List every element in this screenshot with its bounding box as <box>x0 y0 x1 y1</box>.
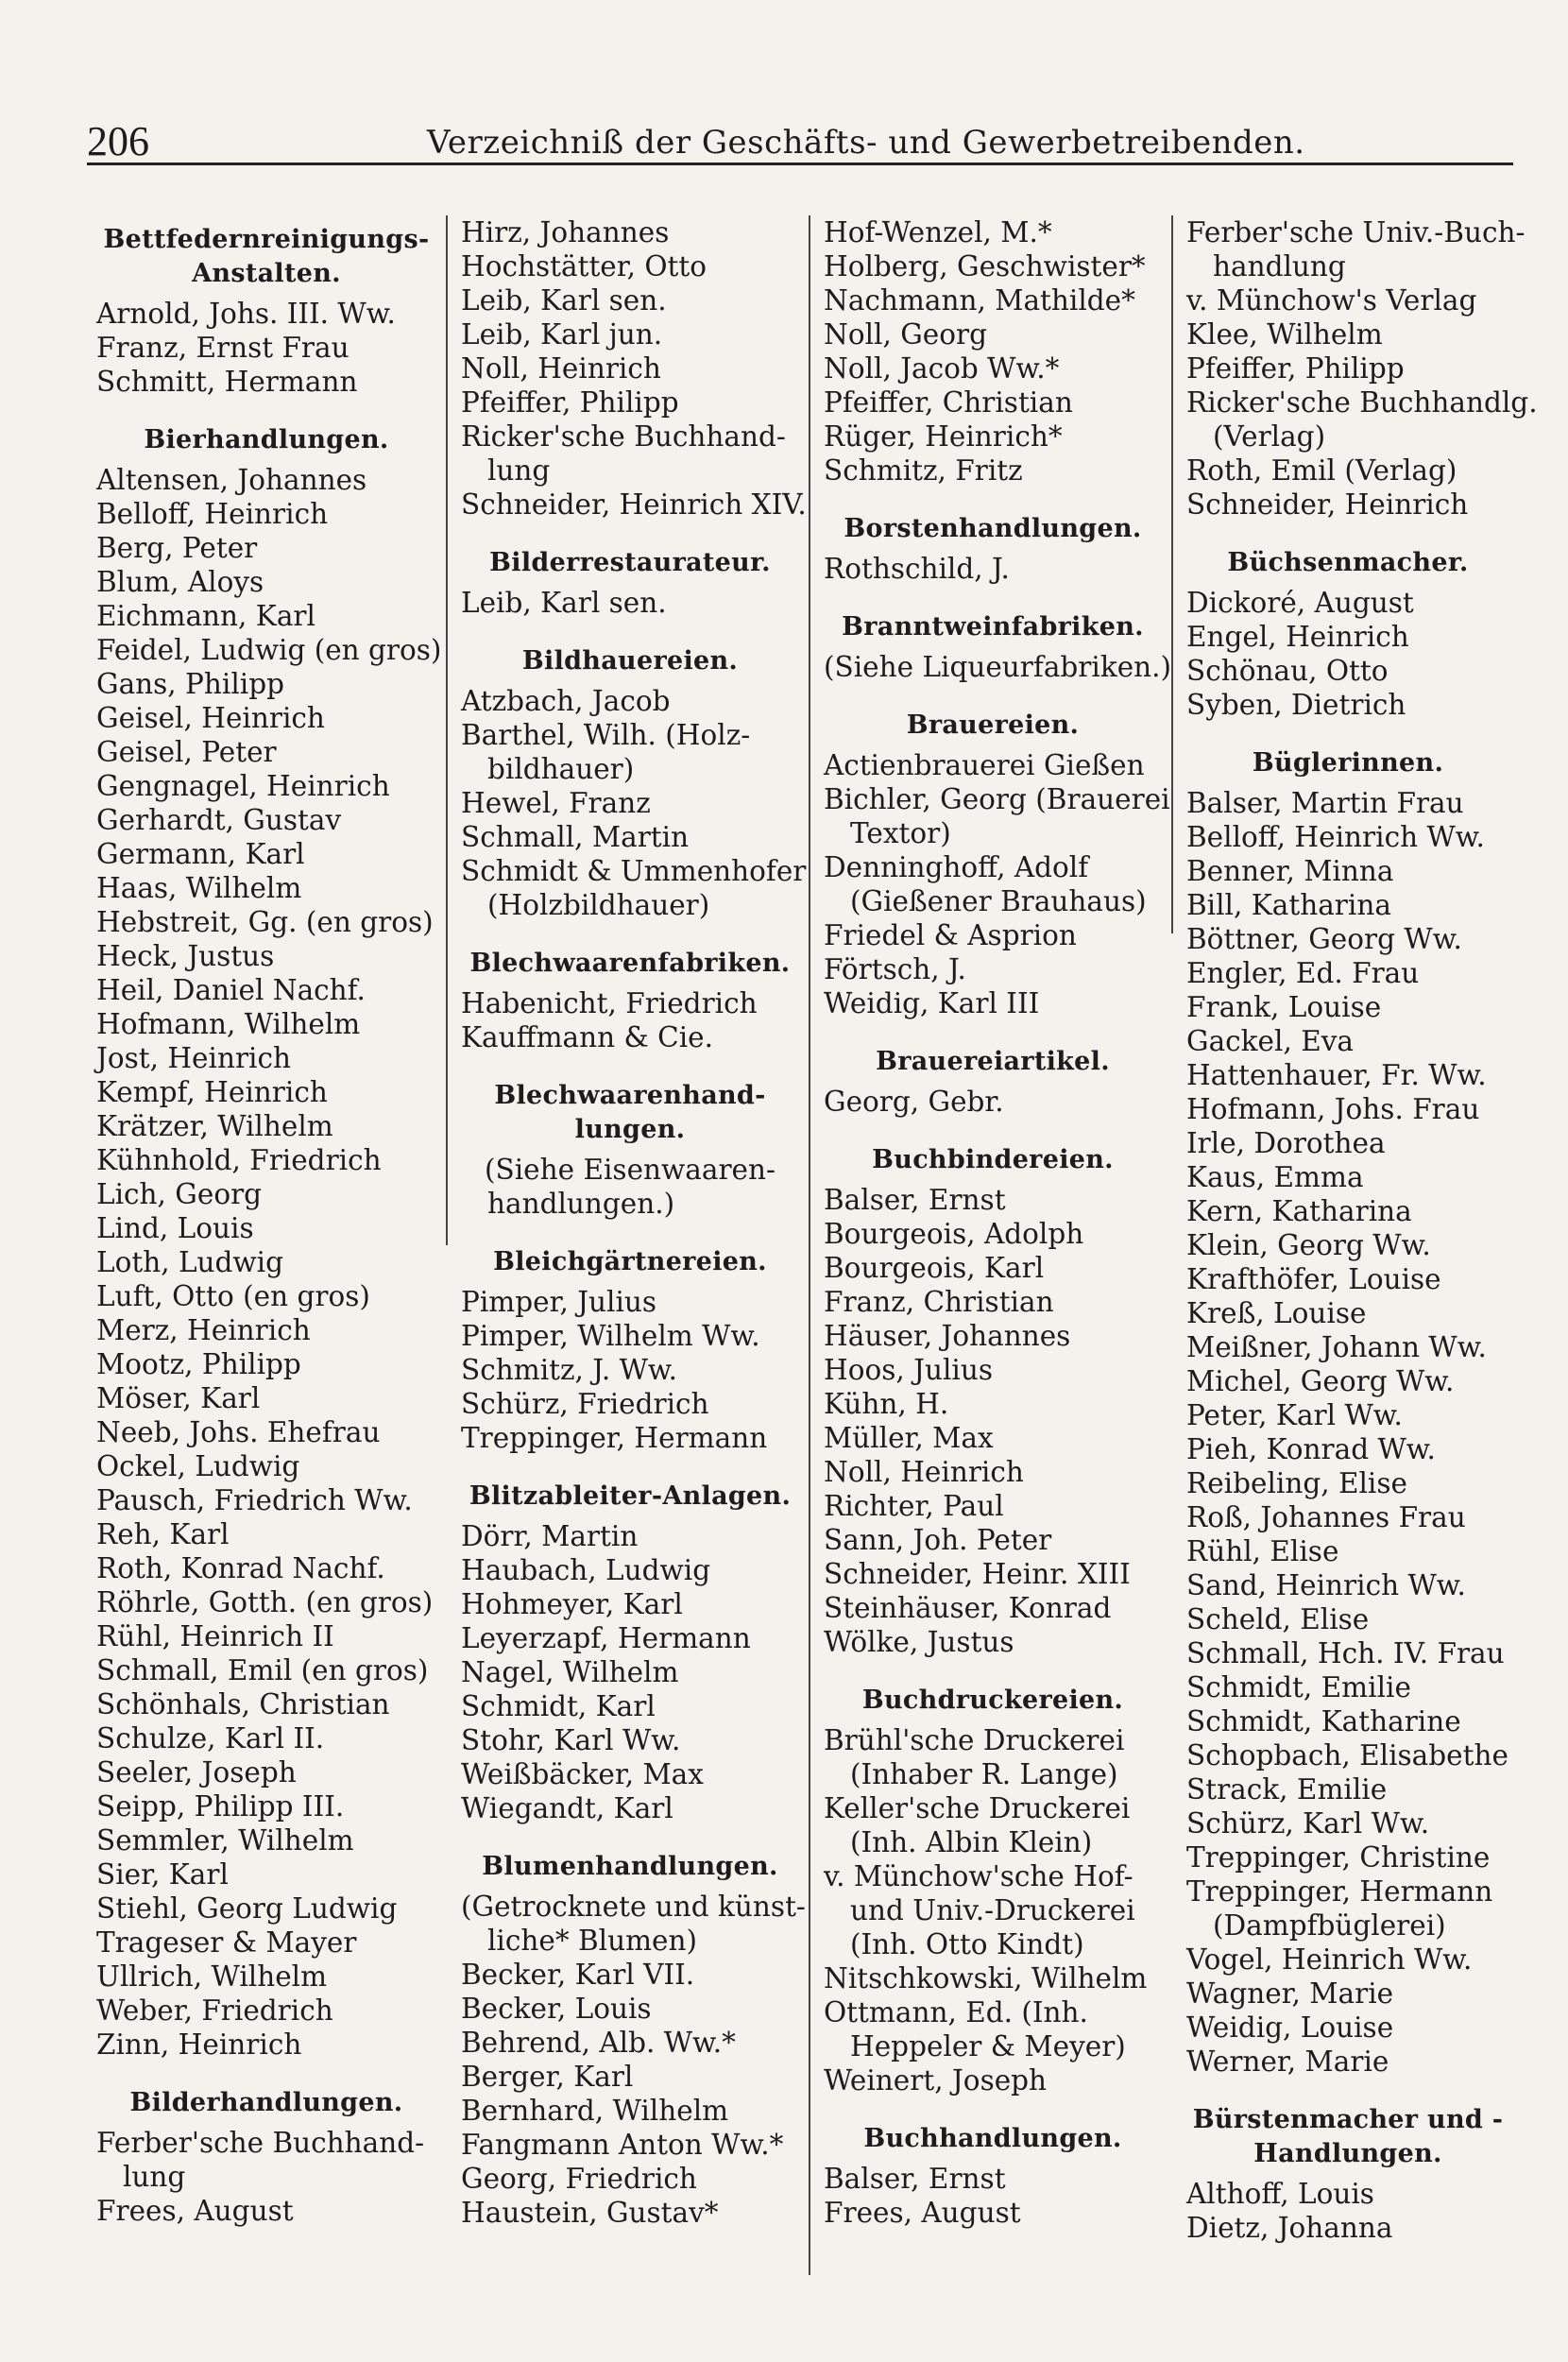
directory-entry: (Siehe Eisenwaaren- <box>485 1154 775 1186</box>
directory-entry: Gans, Philipp <box>96 668 284 700</box>
directory-entry: Michel, Georg Ww. <box>1186 1365 1455 1397</box>
section-heading: Bierhandlungen. <box>144 425 389 454</box>
directory-entry: Schmidt, Katharine <box>1186 1705 1461 1737</box>
header-rule <box>87 163 1513 165</box>
directory-entry: Noll, Jacob Ww.* <box>824 352 1060 385</box>
section-heading: Brauereien. <box>906 710 1080 740</box>
directory-entry: Nagel, Wilhelm <box>461 1656 679 1688</box>
section-heading: Büchsenmacher. <box>1227 548 1469 577</box>
section-heading: Buchdruckereien. <box>861 1686 1124 1715</box>
directory-entry: Denninghoff, Adolf <box>824 851 1089 883</box>
section-heading: Buchhandlungen. <box>863 2124 1122 2153</box>
directory-entry: Kühnhold, Friedrich <box>96 1144 382 1176</box>
running-title: Verzeichniß der Geschäfts- und Gewerbetreibenden. <box>427 124 1305 162</box>
directory-entry: Strack, Emilie <box>1186 1773 1388 1806</box>
directory-entry: Hirz, Johannes <box>461 216 670 248</box>
directory-entry: v. Münchow'sche Hof- <box>824 1860 1133 1892</box>
directory-entry: Weinert, Joseph <box>824 2064 1048 2097</box>
directory-entry: Bill, Katharina <box>1186 889 1391 921</box>
directory-entry: Böttner, Georg Ww. <box>1186 923 1462 955</box>
directory-entry: Rühl, Elise <box>1186 1535 1339 1567</box>
directory-entry: liche* Blumen) <box>487 1925 698 1957</box>
section-heading: Blumenhandlungen. <box>482 1852 778 1881</box>
directory-entry: Weidig, Louise <box>1186 2011 1394 2044</box>
page-number: 206 <box>87 118 149 164</box>
section-heading: Branntweinfabriken. <box>842 612 1144 642</box>
directory-entry: Gengnagel, Heinrich <box>96 770 390 802</box>
directory-entry: Friedel & Asprion <box>824 919 1077 951</box>
directory-entry: Schmitz, J. Ww. <box>461 1354 678 1386</box>
directory-entry: Hofmann, Johs. Frau <box>1186 1093 1480 1125</box>
directory-entry: Semmler, Wilhelm <box>96 1824 354 1857</box>
directory-entry: Haubach, Ludwig <box>461 1554 711 1586</box>
directory-entry: Jost, Heinrich <box>96 1042 292 1074</box>
directory-entry: Georg, Gebr. <box>824 1086 1004 1118</box>
directory-entry: Dickoré, August <box>1186 587 1414 619</box>
directory-entry: Pieh, Konrad Ww. <box>1186 1433 1436 1465</box>
directory-entry: Kern, Katharina <box>1186 1195 1412 1227</box>
directory-entry: Belloff, Heinrich Ww. <box>1186 821 1485 853</box>
directory-entry: Irle, Dorothea <box>1186 1127 1386 1159</box>
directory-entry: Roth, Konrad Nachf. <box>96 1552 385 1584</box>
directory-entry: Schneider, Heinrich XIV. <box>461 488 807 521</box>
directory-entry: Schneider, Heinr. XIII <box>824 1558 1131 1590</box>
directory-entry: Behrend, Alb. Ww.* <box>461 2027 736 2059</box>
directory-entry: Sand, Heinrich Ww. <box>1186 1569 1466 1601</box>
directory-entry: Kaus, Emma <box>1186 1161 1364 1193</box>
directory-entry: Arnold, Johs. III. Ww. <box>96 298 396 330</box>
directory-entry: Actienbrauerei Gießen <box>824 749 1145 781</box>
directory-entry: Schmall, Martin <box>461 821 690 853</box>
directory-entry: Krafthöfer, Louise <box>1186 1263 1441 1295</box>
directory-entry: Wiegandt, Karl <box>461 1792 673 1824</box>
directory-entry: Seipp, Philipp III. <box>96 1790 345 1823</box>
directory-entry: Lich, Georg <box>96 1178 263 1210</box>
directory-entry: Balser, Ernst <box>824 2163 1006 2195</box>
directory-entry: Schmidt, Emilie <box>1186 1671 1411 1703</box>
directory-entry: Rothschild, J. <box>824 553 1010 585</box>
directory-entry: Kauffmann & Cie. <box>461 1021 713 1053</box>
directory-entry: Bourgeois, Karl <box>824 1252 1045 1284</box>
directory-entry: Leib, Karl sen. <box>461 284 667 317</box>
directory-entry: lung <box>123 2161 186 2193</box>
directory-entry: Balser, Ernst <box>824 1184 1006 1216</box>
section-heading: Blitzableiter-Anlagen. <box>469 1481 792 1511</box>
directory-entry: Althoff, Louis <box>1186 2178 1374 2210</box>
directory-entry: Hebstreit, Gg. (en gros) <box>96 906 434 938</box>
directory-entry: Pimper, Julius <box>461 1286 657 1318</box>
directory-entry: Gerhardt, Gustav <box>96 804 342 836</box>
section-heading: Bürstenmacher und -Handlungen. <box>1192 2105 1504 2168</box>
directory-entry: Vogel, Heinrich Ww. <box>1186 1943 1473 1976</box>
directory-entry: Geisel, Heinrich <box>96 702 325 734</box>
directory-entry: Noll, Heinrich <box>824 1456 1024 1488</box>
directory-entry: Wölke, Justus <box>824 1626 1014 1658</box>
directory-entry: Peter, Karl Ww. <box>1186 1399 1403 1431</box>
directory-columns <box>83 215 1538 2275</box>
directory-entry: und Univ.-Druckerei <box>850 1894 1135 1926</box>
section-heading: Bildhauereien. <box>521 646 739 676</box>
directory-entry: Feidel, Ludwig (en gros) <box>96 634 442 666</box>
directory-entry: Rühl, Heinrich II <box>96 1620 334 1652</box>
directory-entry: Heppeler & Meyer) <box>850 2030 1126 2062</box>
directory-entry: Ullrich, Wilhelm <box>96 1960 328 1993</box>
directory-entry: handlungen.) <box>487 1188 675 1220</box>
directory-entry: Möser, Karl <box>96 1382 261 1414</box>
section-heading: Blechwaarenhand-lungen. <box>494 1081 766 1144</box>
directory-entry: Trageser & Mayer <box>96 1926 357 1959</box>
directory-entry: Müller, Max <box>824 1422 994 1454</box>
directory-entry: Luft, Otto (en gros) <box>96 1280 370 1312</box>
directory-entry: Barthel, Wilh. (Holz- <box>461 719 751 751</box>
directory-entry: Frees, August <box>96 2195 294 2227</box>
directory-entry: Heck, Justus <box>96 940 275 972</box>
directory-entry: Haas, Wilhelm <box>96 872 302 904</box>
directory-entry: Textor) <box>850 817 951 849</box>
directory-entry: Klein, Georg Ww. <box>1186 1229 1431 1261</box>
directory-entry: Balser, Martin Frau <box>1186 787 1464 819</box>
directory-entry: Belloff, Heinrich <box>96 498 329 530</box>
directory-entry: Altensen, Johannes <box>96 464 367 496</box>
directory-entry: Scheld, Elise <box>1186 1603 1370 1635</box>
section-heading: Bettfedernreinigungs-Anstalten. <box>103 225 430 288</box>
directory-entry: Hohmeyer, Karl <box>461 1588 683 1620</box>
directory-entry: (Holzbildhauer) <box>487 889 710 921</box>
directory-entry: Frank, Louise <box>1186 991 1382 1023</box>
directory-entry: Geisel, Peter <box>96 736 277 768</box>
directory-entry: Benner, Minna <box>1186 855 1394 887</box>
page-header <box>87 111 1513 178</box>
directory-entry: Schönau, Otto <box>1186 655 1389 687</box>
directory-entry: Ferber'sche Buchhand- <box>96 2127 425 2159</box>
directory-entry: Berger, Karl <box>461 2061 634 2093</box>
directory-entry: Rüger, Heinrich* <box>824 420 1063 453</box>
directory-entry: Stohr, Karl Ww. <box>461 1724 681 1756</box>
directory-entry: Sier, Karl <box>96 1858 229 1891</box>
directory-entry: Treppinger, Hermann <box>461 1422 768 1454</box>
directory-entry: Bourgeois, Adolph <box>824 1218 1084 1250</box>
directory-entry: Georg, Friedrich <box>461 2163 697 2195</box>
directory-entry: Treppinger, Hermann <box>1186 1875 1493 1908</box>
directory-entry: Noll, Heinrich <box>461 352 661 385</box>
directory-entry: Schmidt & Ummenhofer <box>461 855 807 887</box>
directory-entry: Heil, Daniel Nachf. <box>96 974 366 1006</box>
directory-entry: Werner, Marie <box>1186 2045 1389 2078</box>
directory-entry: Schönhals, Christian <box>96 1688 390 1720</box>
directory-entry: Schopbach, Elisabethe <box>1186 1739 1508 1772</box>
directory-entry: Germann, Karl <box>96 838 305 870</box>
directory-entry: Ockel, Ludwig <box>96 1450 300 1482</box>
directory-entry: Weber, Friedrich <box>96 1994 333 2027</box>
column-2 <box>446 215 809 2229</box>
directory-entry: Hochstätter, Otto <box>461 250 707 282</box>
directory-entry: Pfeiffer, Christian <box>824 386 1073 419</box>
directory-entry: Lind, Louis <box>96 1212 254 1244</box>
directory-entry: Förtsch, J. <box>824 953 966 985</box>
directory-entry: Roth, Emil (Verlag) <box>1186 454 1457 487</box>
section-heading: Büglerinnen. <box>1252 748 1444 778</box>
directory-entry: Schmall, Hch. IV. Frau <box>1186 1637 1505 1669</box>
directory-entry: Merz, Heinrich <box>96 1314 311 1346</box>
directory-entry: (Verlag) <box>1213 420 1326 453</box>
directory-entry: Häuser, Johannes <box>824 1320 1071 1352</box>
directory-entry: (Gießener Brauhaus) <box>850 885 1147 917</box>
directory-entry: Treppinger, Christine <box>1186 1841 1491 1874</box>
directory-entry: Pimper, Wilhelm Ww. <box>461 1320 760 1352</box>
directory-entry: Schürz, Friedrich <box>461 1388 709 1420</box>
directory-entry: lung <box>487 454 551 487</box>
directory-entry: Becker, Louis <box>461 1993 652 2025</box>
directory-entry: Nachmann, Mathilde* <box>824 284 1135 317</box>
directory-entry: Frees, August <box>824 2197 1021 2229</box>
directory-entry: Leyerzapf, Hermann <box>461 1622 751 1654</box>
directory-entry: Hoos, Julius <box>824 1354 993 1386</box>
directory-entry: (Siehe Liqueurfabriken.) <box>824 651 1172 683</box>
directory-entry: Kreß, Louise <box>1186 1297 1367 1329</box>
directory-entry: Dietz, Johanna <box>1186 2212 1393 2244</box>
directory-entry: Krätzer, Wilhelm <box>96 1110 333 1142</box>
section-heading: Buchbindereien. <box>872 1145 1114 1174</box>
directory-entry: Kühn, H. <box>824 1388 949 1420</box>
directory-entry: Hattenhauer, Fr. Ww. <box>1186 1059 1487 1091</box>
directory-entry: Leib, Karl sen. <box>461 587 667 619</box>
directory-entry: Ferber'sche Univ.-Buch- <box>1186 216 1525 248</box>
directory-entry: Pfeiffer, Philipp <box>1186 352 1405 385</box>
section-heading: Bilderhandlungen. <box>129 2088 403 2117</box>
directory-entry: (Getrocknete und künst- <box>461 1891 806 1923</box>
directory-entry: Haustein, Gustav* <box>461 2197 719 2229</box>
directory-entry: Bernhard, Wilhelm <box>461 2095 729 2127</box>
directory-entry: Brühl'sche Druckerei <box>824 1724 1125 1756</box>
directory-entry: Schürz, Karl Ww. <box>1186 1807 1430 1840</box>
directory-entry: Franz, Ernst Frau <box>96 332 349 364</box>
directory-entry: Schneider, Heinrich <box>1186 488 1469 521</box>
directory-entry: Reibeling, Elise <box>1186 1467 1407 1499</box>
directory-entry: Habenicht, Friedrich <box>461 987 758 1019</box>
directory-entry: Hewel, Franz <box>461 787 651 819</box>
directory-entry: Becker, Karl VII. <box>461 1959 695 1991</box>
directory-entry: Pfeiffer, Philipp <box>461 386 679 419</box>
section-heading: Borstenhandlungen. <box>844 514 1142 543</box>
directory-entry: Neeb, Johs. Ehefrau <box>96 1416 381 1448</box>
directory-entry: Noll, Georg <box>824 318 987 351</box>
directory-entry: Franz, Christian <box>824 1286 1054 1318</box>
directory-entry: Richter, Paul <box>824 1490 1004 1522</box>
directory-entry: Schmitt, Hermann <box>96 366 358 398</box>
directory-entry: Ricker'sche Buchhand- <box>461 420 786 453</box>
directory-entry: Reh, Karl <box>96 1518 230 1550</box>
directory-entry: Bichler, Georg (Brauerei <box>824 783 1170 815</box>
directory-entry: Schmitz, Fritz <box>824 454 1023 487</box>
directory-entry: Blum, Aloys <box>96 566 264 598</box>
directory-entry: Engel, Heinrich <box>1186 621 1409 653</box>
directory-entry: Wagner, Marie <box>1186 1977 1394 2010</box>
directory-entry: Klee, Wilhelm <box>1186 318 1383 351</box>
directory-entry: Seeler, Joseph <box>96 1756 297 1789</box>
directory-entry: Zinn, Heinrich <box>96 2028 302 2061</box>
directory-entry: Weißbäcker, Max <box>461 1758 704 1790</box>
directory-entry: bildhauer) <box>487 753 635 785</box>
directory-entry: Schmall, Emil (en gros) <box>96 1654 429 1686</box>
directory-entry: Pausch, Friedrich Ww. <box>96 1484 413 1516</box>
column-3 <box>809 215 1171 2275</box>
directory-entry: Sann, Joh. Peter <box>824 1524 1052 1556</box>
directory-entry: Eichmann, Karl <box>96 600 315 632</box>
directory-entry: Berg, Peter <box>96 532 258 564</box>
section-heading: Blechwaarenfabriken. <box>469 949 791 978</box>
directory-entry: Gackel, Eva <box>1186 1025 1354 1057</box>
directory-entry: (Dampfbüglerei) <box>1213 1909 1446 1942</box>
directory-entry: Weidig, Karl III <box>824 987 1040 1019</box>
directory-entry: Dörr, Martin <box>461 1520 639 1552</box>
directory-entry: (Inhaber R. Lange) <box>850 1758 1118 1790</box>
directory-entry: handlung <box>1213 250 1346 282</box>
directory-entry: Hofmann, Wilhelm <box>96 1008 361 1040</box>
directory-entry: Kempf, Heinrich <box>96 1076 328 1108</box>
section-heading: Bleichgärtnereien. <box>493 1247 767 1276</box>
directory-entry: Schmidt, Karl <box>461 1690 656 1722</box>
directory-entry: Roß, Johannes Frau <box>1186 1501 1466 1533</box>
directory-entry: v. Münchow's Verlag <box>1186 284 1477 317</box>
directory-entry: Syben, Dietrich <box>1186 689 1406 721</box>
directory-entry: (Inh. Otto Kindt) <box>850 1928 1084 1960</box>
directory-entry: Leib, Karl jun. <box>461 318 663 351</box>
section-heading: Bilderrestaurateur. <box>489 548 771 577</box>
directory-entry: Engler, Ed. Frau <box>1186 957 1420 989</box>
directory-entry: Fangmann Anton Ww.* <box>461 2129 784 2161</box>
directory-entry: Holberg, Geschwister* <box>824 250 1146 282</box>
section-heading: Brauereiartikel. <box>876 1047 1110 1076</box>
directory-entry: Loth, Ludwig <box>96 1246 284 1278</box>
directory-entry: Schulze, Karl II. <box>96 1722 325 1754</box>
column-4 <box>1171 215 1538 2244</box>
directory-entry: Röhrle, Gotth. (en gros) <box>96 1586 434 1618</box>
directory-entry: Stiehl, Georg Ludwig <box>96 1892 398 1925</box>
directory-entry: Meißner, Johann Ww. <box>1186 1331 1487 1363</box>
directory-entry: Nitschkowski, Wilhelm <box>824 1962 1148 1994</box>
directory-entry: Mootz, Philipp <box>96 1348 301 1380</box>
directory-entry: Steinhäuser, Konrad <box>824 1592 1112 1624</box>
directory-entry: Ottmann, Ed. (Inh. <box>824 1996 1088 2028</box>
directory-entry: Hof-Wenzel, M.* <box>824 216 1052 248</box>
directory-entry: Ricker'sche Buchhandlg. <box>1186 386 1538 419</box>
directory-entry: Atzbach, Jacob <box>461 685 671 717</box>
column-1 <box>83 215 446 2275</box>
directory-entry: (Inh. Albin Klein) <box>850 1826 1093 1858</box>
directory-entry: Keller'sche Druckerei <box>824 1792 1131 1824</box>
